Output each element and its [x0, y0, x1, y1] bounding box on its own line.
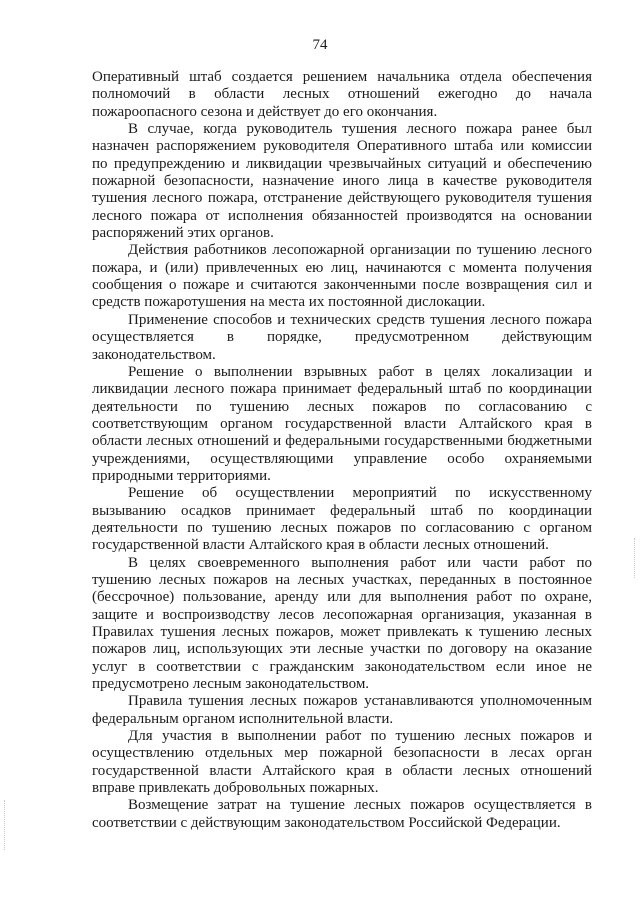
- text-line: осуществляется в порядке, предусмотренном действующим: [92, 329, 592, 346]
- text-line: пожарной безопасности, назначение иного лица в качестве руководителя: [92, 173, 592, 190]
- paragraph: [92, 485, 592, 554]
- text-line: государственной власти Алтайского края в области лесных отношений.: [92, 537, 549, 554]
- paragraph: [92, 312, 592, 364]
- text-line: Применение способов и технических средств тушения лесного пожара: [128, 311, 592, 328]
- paragraph: [92, 797, 592, 832]
- scan-artifact: [4, 800, 6, 850]
- text-line: законодательством.: [92, 346, 216, 363]
- text-line: соответствии с действующим законодательством Российской Федерации.: [92, 814, 561, 831]
- paragraph: [92, 69, 592, 121]
- text-line: пожара, и (или) привлеченных ею лиц, начинаются с момента получения: [92, 259, 592, 276]
- text-line: по предупреждению и ликвидации чрезвычайных ситуаций и обеспечению: [92, 155, 592, 172]
- text-line: полномочий в области лесных отношений ежегодно до начала: [92, 86, 592, 103]
- text-line: области лесных отношений и федеральными государственными бюджетными: [92, 433, 592, 450]
- paragraph: [92, 364, 592, 485]
- paragraph: [92, 728, 592, 797]
- text-line: Решение об осуществлении мероприятий по искусственному: [128, 485, 592, 502]
- text-line: предусмотрено лесным законодательством.: [92, 676, 370, 693]
- text-line: назначен распоряжением руководителя Оперативного штаба или комиссии: [92, 138, 592, 155]
- text-line: вправе привлекать добровольных пожарных.: [92, 780, 379, 797]
- text-line: учреждениями, осуществляющими управление особо охраняемыми: [92, 450, 592, 467]
- text-line: Оперативный штаб создается решением начальника отдела обеспечения: [92, 69, 592, 85]
- text-line: услуг в соответствии с гражданским законодательством если иное не: [92, 658, 592, 675]
- text-line: деятельности по тушению лесных пожаров по согласованию с органом: [92, 519, 592, 536]
- text-line: Правила тушения лесных пожаров устанавливаются уполномоченным: [128, 693, 592, 710]
- text-line: вызыванию осадков принимает федеральный штаб по координации: [92, 502, 592, 519]
- text-line: ликвидации лесного пожара принимает федеральный штаб по координации: [92, 381, 592, 398]
- text-line: Правилах тушения лесных пожаров, может привлекать к тушению лесных: [92, 624, 592, 640]
- text-line: соответствующим органом государственной власти Алтайского края в: [92, 415, 592, 432]
- text-line: В случае, когда руководитель тушения лесного пожара ранее был: [128, 121, 592, 138]
- paragraph: [92, 242, 592, 311]
- text-line: деятельности по тушению лесных пожаров по согласованию с: [92, 398, 592, 415]
- text-line: федеральным органом исполнительной власти.: [92, 710, 394, 727]
- scan-artifact: [634, 538, 636, 578]
- text-line: осуществлению отдельных мер пожарной безопасности в лесах орган: [92, 745, 592, 762]
- text-line: средств пожаротушения на места их постоянной дислокации.: [92, 294, 486, 311]
- text-line: защите и воспроизводству лесов лесопожарная организация, указанная в: [92, 606, 592, 623]
- paragraph: [92, 121, 592, 242]
- text-line: Для участия в выполнении работ по тушению лесных пожаров и: [128, 728, 592, 745]
- text-line: лесного пожара от исполнения обязанностей производятся на основании: [92, 207, 592, 224]
- text-line: тушения лесного пожара, отстранение действующего руководителя тушения: [92, 190, 592, 207]
- page-number: 74: [312, 37, 328, 53]
- text-line: пожаров лиц, использующих эти лесные участки по договору на оказание: [92, 641, 592, 658]
- text-line: природными территориями.: [92, 467, 271, 484]
- text-line: сообщения о пожаре и считаются законченными после возвращения сил и: [92, 277, 592, 294]
- text-line: распоряжений этих органов.: [92, 225, 274, 242]
- document-body: [92, 69, 592, 832]
- text-line: В целях своевременного выполнения работ или части работ по: [128, 554, 592, 571]
- paragraph: [92, 693, 592, 728]
- text-line: Решение о выполнении взрывных работ в целях локализации и: [128, 363, 592, 380]
- text-line: государственной власти Алтайского края в области лесных отношений: [92, 762, 592, 779]
- text-line: пожароопасного сезона и действует до его окончания.: [92, 103, 438, 120]
- text-line: Действия работников лесопожарной организации по тушению лесного: [128, 242, 592, 259]
- text-line: тушению лесных пожаров на лесных участках, переданных в постоянное: [92, 571, 592, 588]
- paragraph: [92, 555, 592, 694]
- text-line: (бессрочное) пользование, аренду или для выполнения работ по охране,: [92, 589, 592, 606]
- text-line: Возмещение затрат на тушение лесных пожаров осуществляется в: [128, 797, 592, 814]
